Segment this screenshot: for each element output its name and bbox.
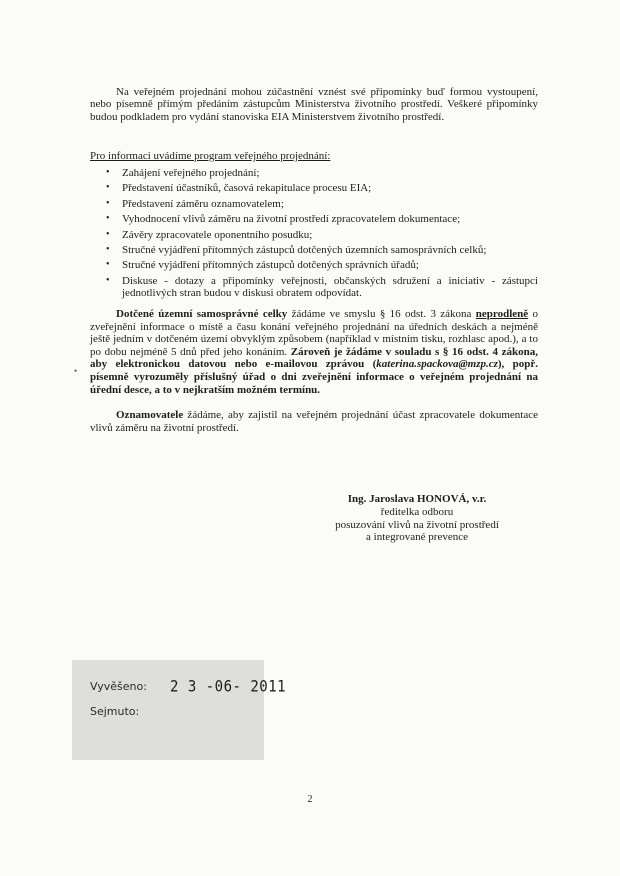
list-item-text: Závěry zpracovatele oponentního posudku; bbox=[122, 228, 313, 241]
notifier-text: žádáme, aby zajistil na veřejném projednání účast zpracovatele dokumentace vlivů záměru na životní prostředí. bbox=[90, 409, 538, 434]
margin-mark: • bbox=[74, 366, 78, 376]
signatory-name: Ing. Jaroslava HONOVÁ, v.r. bbox=[347, 493, 487, 505]
notifier-bold: Oznamovatele bbox=[116, 409, 184, 421]
municipalities-paragraph bbox=[90, 308, 538, 396]
bullet-icon: • bbox=[106, 167, 110, 178]
intro-text: Na veřejném projednání mohou zúčastnění vznést své připomínky buď formou vystoupení, nebo písemně přímým předáním zástupcům Ministerstva životního prostředí. Veškeré připomínky budou podkladem pro vydání stanoviska EIA Ministerstvem životního prostředí. bbox=[90, 86, 538, 123]
list-item bbox=[106, 229, 538, 242]
list-item bbox=[106, 167, 538, 180]
bullet-icon: • bbox=[106, 197, 110, 209]
bullet-icon: • bbox=[106, 228, 110, 240]
bullet-icon: • bbox=[106, 274, 110, 286]
list-item-text: Vyhodnocení vlivů záměru na životní prostředí zpracovatelem dokumentace; bbox=[122, 213, 461, 226]
list-item-text: Diskuse - dotazy a připomínky veřejnosti, občanských sdružení a iniciativ - zástupci jednotlivých stran budou v diskusi obratem odpovídat. bbox=[122, 274, 538, 300]
municipalities-request-end: ), popř. písemně vyrozuměly příslušný úřad o dni zveřejnění informace o veřejném projednání na úřední desce, a to v nejkratším možném termínu. bbox=[90, 358, 539, 396]
signatory-title-2: posuzování vlivů na životní prostředí bbox=[335, 518, 499, 531]
list-item bbox=[106, 198, 538, 211]
municipalities-request: Zároveň je žádáme v souladu s § 16 odst. 4 zákona, aby elektronickou datovou nebo e-mailovou zprávou ( bbox=[90, 345, 538, 371]
posted-date: 2 3 -06- 2011 bbox=[170, 677, 287, 697]
posted-label: Vyvěšeno: bbox=[90, 680, 147, 693]
list-item-text: Představení účastníků, časová rekapitulace procesu EIA; bbox=[122, 182, 372, 195]
contact-email: katerina.spackova@mzp.cz bbox=[376, 358, 498, 371]
page-number: 2 bbox=[307, 794, 313, 805]
list-item-text: Stručné vyjádření přítomných zástupců dotčených územních samosprávních celků; bbox=[122, 243, 487, 256]
signatory-title-3: a integrované prevence bbox=[366, 531, 468, 544]
list-item bbox=[106, 275, 538, 300]
signature-block bbox=[332, 493, 502, 544]
municipalities-text-1: žádáme ve smyslu § 16 odst. 3 zákona bbox=[287, 308, 476, 320]
intro-paragraph bbox=[90, 86, 538, 123]
removed-label: Sejmuto: bbox=[90, 705, 140, 718]
bullet-icon: • bbox=[106, 259, 110, 271]
bullet-icon: • bbox=[106, 182, 110, 194]
list-item bbox=[106, 244, 538, 257]
urgent-emphasis: neprodleně bbox=[475, 308, 529, 320]
program-list bbox=[106, 167, 538, 303]
list-item bbox=[106, 213, 538, 226]
municipalities-bold: Dotčené územní samosprávné celky bbox=[116, 308, 288, 320]
program-heading: Pro informaci uvádíme program veřejného projednání: bbox=[90, 150, 331, 162]
bullet-icon: • bbox=[106, 213, 110, 225]
list-item bbox=[106, 259, 538, 272]
bullet-icon: • bbox=[106, 243, 110, 255]
signatory-title-1: ředitelka odboru bbox=[380, 505, 454, 518]
notifier-paragraph bbox=[90, 409, 538, 434]
list-item-text: Představení záměru oznamovatelem; bbox=[122, 197, 284, 210]
municipalities-text-2: o zveřejnění informace o místě a času konání veřejného projednání na úředních deskách a nejméně ještě jedním v dotčeném území obvyklým způsobem (například v místním tisku, rozhlasc apod.), a to po dobu nejméně 5 dnů před jeho konáním. bbox=[90, 308, 538, 358]
list-item bbox=[106, 182, 538, 195]
list-item-text: Stručné vyjádření přítomných zástupců dotčených správních úřadů; bbox=[122, 259, 419, 272]
list-item-text: Zahájení veřejného projednání; bbox=[122, 167, 260, 179]
